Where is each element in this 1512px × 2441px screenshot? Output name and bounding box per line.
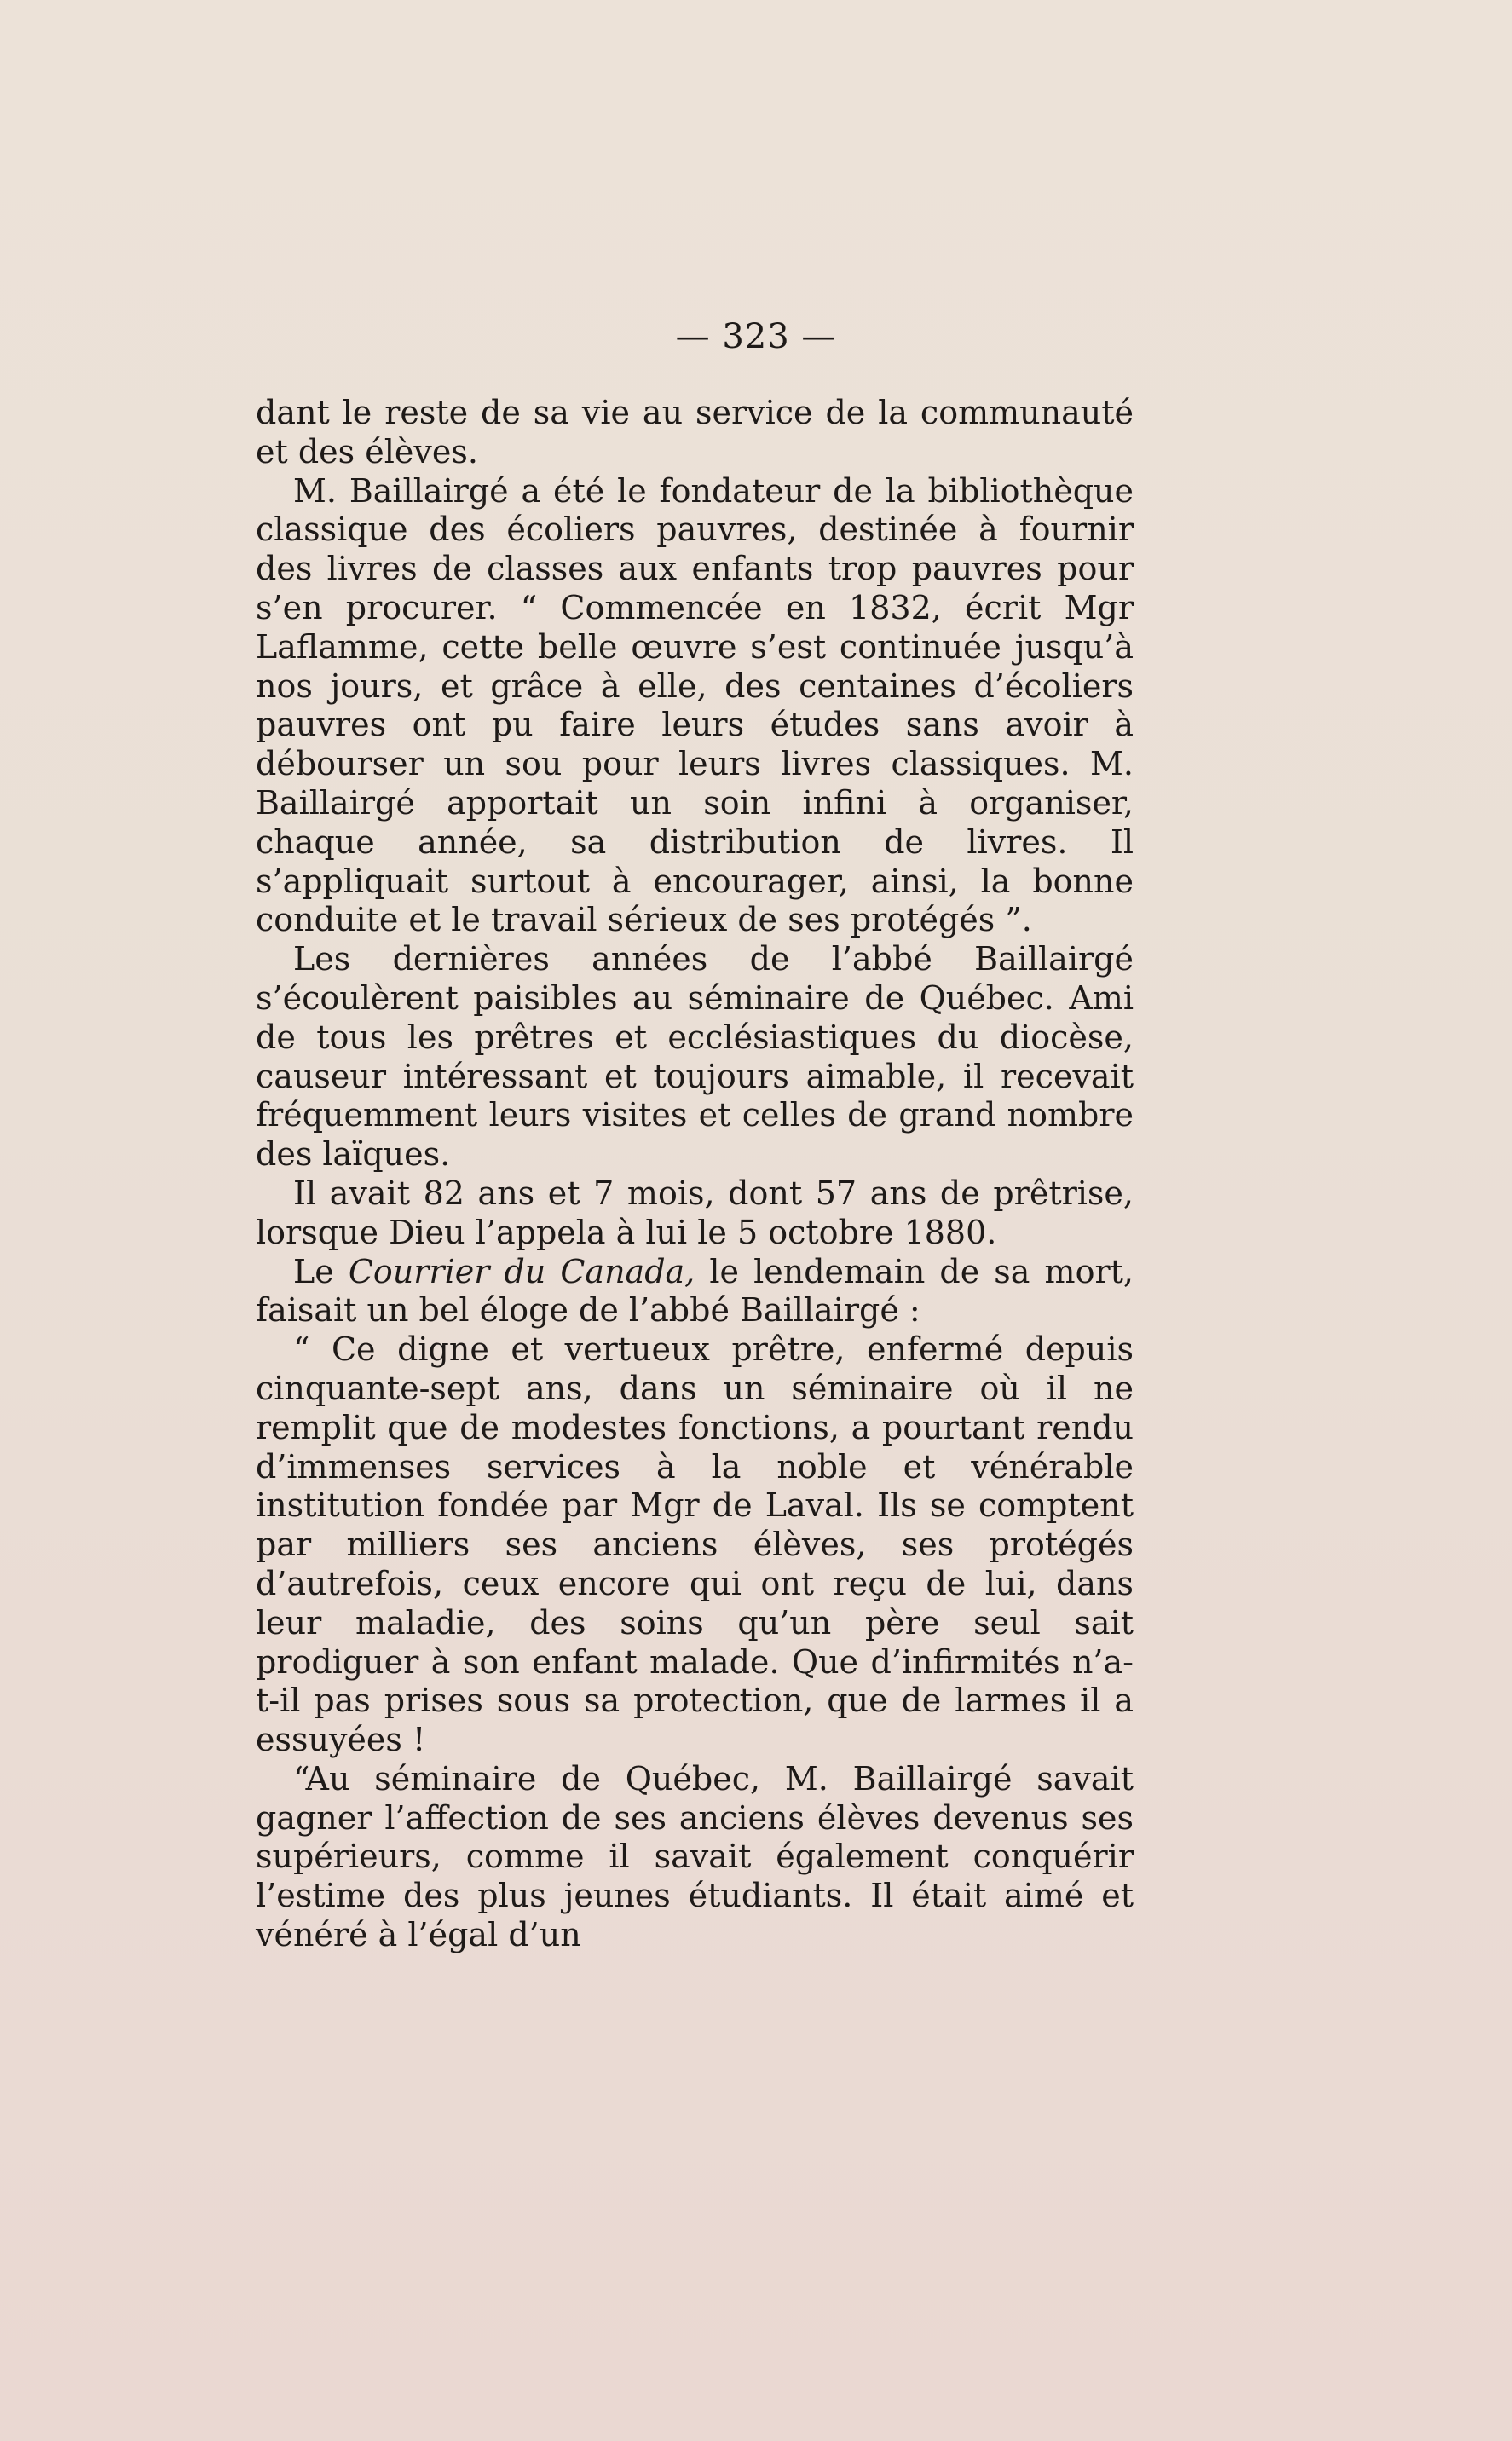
paragraph-dernieres-annees: Les dernières années de l’abbé Baillairgé s’écoulèrent paisibles au séminaire de Québec. Ami de tous les prêtres et ecclésiastiques du diocèse, causeur intéressant et toujours aimable, il recevait fréquemment leurs visites et celles de grand nombre des laïques. bbox=[256, 940, 1134, 1174]
newspaper-title: Courrier du Canada, bbox=[348, 1252, 695, 1290]
body-text bbox=[256, 394, 1134, 1954]
paragraph-courrier-intro bbox=[256, 1253, 1134, 1331]
paragraph-quote-1: “ Ce digne et vertueux prêtre, enfermé depuis cinquante-sept ans, dans un séminaire où il ne remplit que de modestes fonctions, a pourtant rendu d’immenses services à la noble et vénérable institution fondée par Mgr de Laval. Ils se comptent par milliers ses anciens élèves, ses protégés d’autrefois, ceux encore qui ont reçu de lui, dans leur maladie, des soins qu’un père seul sait prodiguer à son enfant malade. Que d’infirmités n’a-t-il pas prises sous sa protection, que de larmes il a essuyées ! bbox=[256, 1330, 1134, 1759]
page-number: — 323 — bbox=[675, 317, 837, 356]
paragraph-deces: Il avait 82 ans et 7 mois, dont 57 ans de prêtrise, lorsque Dieu l’appela à lui le 5 octobre 1880. bbox=[256, 1174, 1134, 1251]
courrier-intro-after: le lendemain de sa mort, faisait un bel éloge de l’abbé Baillairgé : bbox=[256, 1252, 1134, 1330]
paragraph-bibliotheque: M. Baillairgé a été le fondateur de la bibliothèque classique des écoliers pauvres, destinée à fournir des livres de classes aux enfants trop pauvres pour s’en procurer. “ Commencée en 1832, écrit Mgr Laflamme, cette belle œuvre s’est continuée jusqu’à nos jours, et grâce à elle, des centaines d’écoliers pauvres ont pu faire leurs études sans avoir à débourser un sou pour leurs livres classiques. M. Baillairgé apportait un soin infini à organiser, chaque année, sa distribution de livres. Il s’appliquait surtout à encourager, ainsi, la bonne conduite et le travail sérieux de ses protégés ”. bbox=[256, 471, 1134, 939]
paragraph-continuation: dant le reste de sa vie au service de la communauté et des élèves. bbox=[256, 394, 1134, 470]
courrier-intro-before: Le bbox=[293, 1252, 349, 1290]
paragraph-quote-2: “Au séminaire de Québec, M. Baillairgé savait gagner l’affection de ses anciens élèves devenus ses supérieurs, comme il savait également conquérir l’estime des plus jeunes étudiants. Il était aimé et vénéré à l’égal d’un bbox=[256, 1759, 1134, 1954]
